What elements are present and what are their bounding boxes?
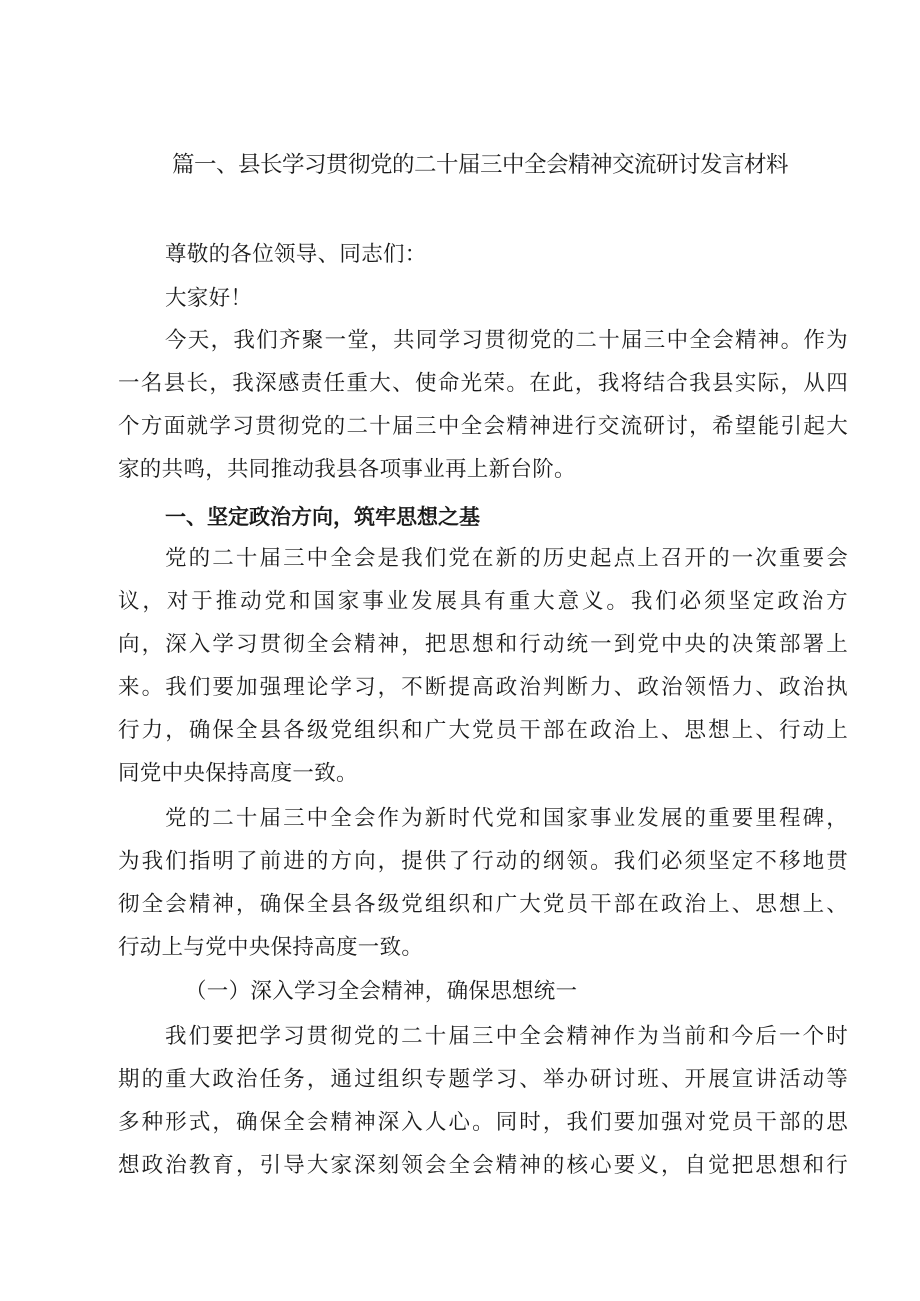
section1-p1-line: 向，深入学习贯彻全会精神，把思想和行动统一到党中央的决策部署上 <box>118 632 848 657</box>
subsection1-p1-line: 期的重大政治任务，通过组织专题学习、举办研讨班、开展宣讲活动等 <box>118 1067 848 1092</box>
section1-p2-line: 行动上与党中央保持高度一致。 <box>118 935 424 960</box>
subsection1-p1-line: 多种形式，确保全会精神深入人心。同时，我们要加强对党员干部的思 <box>118 1110 848 1135</box>
section1-p1-line: 党的二十届三中全会是我们党在新的历史起点上召开的一次重要会 <box>165 546 848 571</box>
section1-p2-line: 为我们指明了前进的方向，提供了行动的纲领。我们必须坚定不移地贯 <box>118 849 848 874</box>
subsection1-p1-line: 我们要把学习贯彻党的二十届三中全会精神作为当前和今后一个时 <box>165 1024 848 1049</box>
intro-line: 今天，我们齐聚一堂，共同学习贯彻党的二十届三中全会精神。作为 <box>165 328 848 353</box>
section1-p1-line: 同党中央保持高度一致。 <box>118 761 358 786</box>
document-title: 篇一、县长学习贯彻党的二十届三中全会精神交流研讨发言材料 <box>172 152 789 178</box>
subsection1-p1-line: 想政治教育，引导大家深刻领会全会精神的核心要义，自觉把思想和行 <box>118 1153 848 1178</box>
subsection-heading: （一）深入学习全会精神，确保思想统一 <box>185 979 578 1004</box>
intro-line: 家的共鸣，共同推动我县各项事业再上新台阶。 <box>118 457 576 482</box>
greeting: 大家好！ <box>165 286 253 311</box>
section1-p1-line: 议，对于推动党和国家事业发展具有重大意义。我们必须坚定政治方 <box>118 589 848 614</box>
intro-line: 一名县长，我深感责任重大、使命光荣。在此，我将结合我县实际，从四 <box>118 371 848 396</box>
section1-p2-line: 彻全会精神，确保全县各级党组织和广大党员干部在政治上、思想上、 <box>118 892 848 917</box>
section1-p2-line: 党的二十届三中全会作为新时代党和国家事业发展的重要里程碑， <box>165 806 848 831</box>
section1-p1-line: 行力，确保全县各级党组织和广大党员干部在政治上、思想上、行动上 <box>118 718 848 743</box>
section1-p1-line: 来。我们要加强理论学习，不断提高政治判断力、政治领悟力、政治执 <box>118 675 848 700</box>
salutation: 尊敬的各位领导、同志们： <box>165 242 427 267</box>
intro-line: 个方面就学习贯彻党的二十届三中全会精神进行交流研讨，希望能引起大 <box>118 414 848 439</box>
section-heading: 一、坚定政治方向，筑牢思想之基 <box>165 505 480 529</box>
